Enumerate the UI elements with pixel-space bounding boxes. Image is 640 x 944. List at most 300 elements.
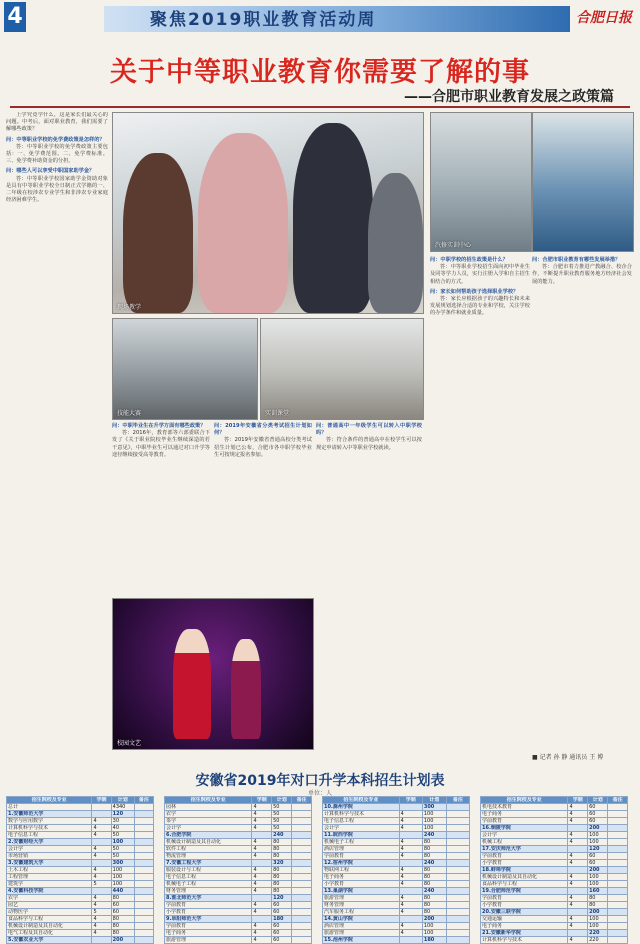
table-cell-plan: 100 <box>111 839 134 846</box>
table-cell-note <box>608 902 628 909</box>
table-cell-years: 4 <box>399 846 422 853</box>
table-cell-name: 11.皖西学院 <box>323 832 400 839</box>
paragraph: 答：中等职业学校国家助学金资助对象是具有中等职业学校全日制正式学籍的一、二年级在校涉农专业学生和非涉农专业家庭经济困难学生。 <box>6 175 108 204</box>
table-cell-years: 4 <box>252 902 272 909</box>
table-cell-name: 小学教育 <box>165 909 252 916</box>
table-cell-plan: 80 <box>272 888 292 895</box>
table-cell-name: 电子商务 <box>323 874 400 881</box>
table-cell-note <box>292 811 312 818</box>
table-school-row <box>481 888 628 895</box>
table-cell-name: 交通运输 <box>481 916 568 923</box>
photo-training-hall <box>532 112 634 252</box>
table-header-cell: 备注 <box>134 797 153 804</box>
table-cell-plan: 100 <box>111 874 134 881</box>
table-title: 安徽省2019年对口升学本科招生计划表 <box>195 773 445 789</box>
table-cell-name: 8.淮北师范大学 <box>165 895 252 902</box>
question-heading: 问：普通高中一年级学生可以转入中职学校吗？ <box>316 423 422 437</box>
table-row <box>165 846 312 853</box>
table-cell-note <box>134 909 153 916</box>
table-cell-years: 4 <box>399 881 422 888</box>
table-cell-note <box>134 937 153 944</box>
table-cell-years: 4 <box>568 804 588 811</box>
table-row <box>7 930 154 937</box>
table-cell-name: 旅游管理 <box>323 930 400 937</box>
table-cell-note <box>446 846 469 853</box>
table-header-cell: 计划 <box>111 797 134 804</box>
admission-table-col-3 <box>322 796 470 944</box>
table-row <box>165 923 312 930</box>
table-row <box>7 874 154 881</box>
table-header-cell: 学制 <box>252 797 272 804</box>
table-row <box>481 811 628 818</box>
table-school-row <box>7 888 154 895</box>
table-cell-plan: 60 <box>272 930 292 937</box>
table-cell-plan: 200 <box>422 916 446 923</box>
table-cell-note <box>292 874 312 881</box>
photo-caption: 技能大赛 <box>117 410 142 417</box>
table-cell-plan: 30 <box>111 818 134 825</box>
table-cell-note <box>134 811 153 818</box>
table-cell-years: 4 <box>92 874 111 881</box>
table-cell-years: 4 <box>568 832 588 839</box>
table-row <box>481 916 628 923</box>
table-row <box>323 839 470 846</box>
table-cell-note <box>292 909 312 916</box>
table-cell-name: 动物医学 <box>7 909 92 916</box>
table-cell-name: 农学 <box>7 895 92 902</box>
table-row <box>165 825 312 832</box>
table-cell-name: 机电技术教育 <box>481 804 568 811</box>
table-cell-name: 旅游管理 <box>323 895 400 902</box>
table-cell-years: 5 <box>92 909 111 916</box>
table-cell-name: 服装设计与工程 <box>165 867 252 874</box>
table-cell-plan: 180 <box>422 937 446 944</box>
table-cell-years: 4 <box>252 937 272 944</box>
section-banner-title: 聚焦2019职业教育活动周 <box>150 10 377 30</box>
table-cell-plan: 120 <box>588 846 608 853</box>
table-cell-plan: 50 <box>272 804 292 811</box>
table-row <box>323 867 470 874</box>
table-cell-name: 园林 <box>165 804 252 811</box>
table-row <box>481 839 628 846</box>
table-cell-years: 4 <box>252 853 272 860</box>
table-cell-plan: 100 <box>422 818 446 825</box>
table-cell-note <box>134 930 153 937</box>
table-cell-note <box>608 881 628 888</box>
paragraph: 答：2019年安徽省普通高校分类考试招生计划已公布，合肥市各中职学校毕业生可按规定报名参加。 <box>214 437 312 458</box>
table-cell-years: 4 <box>399 867 422 874</box>
table-cell-plan: 80 <box>272 839 292 846</box>
table-row <box>323 930 470 937</box>
table-school-row <box>481 846 628 853</box>
table-header-cell: 学制 <box>399 797 422 804</box>
table-cell-name: 物联网工程 <box>323 867 400 874</box>
table-cell-note <box>446 895 469 902</box>
table-row <box>7 846 154 853</box>
table-header-cell: 学制 <box>568 797 588 804</box>
table-cell-plan: 100 <box>588 832 608 839</box>
table-row <box>481 818 628 825</box>
table-cell-name: 会计学 <box>481 832 568 839</box>
table-row <box>7 916 154 923</box>
table-cell-note <box>446 832 469 839</box>
table-cell-note <box>608 853 628 860</box>
table-cell-note <box>608 846 628 853</box>
table-cell-plan: 80 <box>111 895 134 902</box>
table-cell-plan: 100 <box>422 930 446 937</box>
admission-table-col-2 <box>164 796 312 944</box>
table-cell-plan: 60 <box>588 853 608 860</box>
table-cell-plan: 80 <box>422 902 446 909</box>
table-cell-note <box>446 937 469 944</box>
question-heading: 问：中职毕业生在升学方面有哪些政策？ <box>112 423 206 429</box>
table-header-row <box>323 797 470 804</box>
table-row <box>165 902 312 909</box>
table-cell-plan: 60 <box>272 937 292 944</box>
table-cell-plan: 200 <box>588 825 608 832</box>
table-cell-name: 1.安徽师范大学 <box>7 811 92 818</box>
photo-caption: 现场教学 <box>117 304 142 311</box>
admission-table-col-4 <box>480 796 628 944</box>
table-row <box>165 937 312 944</box>
table-school-row <box>323 860 470 867</box>
table-cell-name: 会计学 <box>165 825 252 832</box>
table-cell-note <box>292 881 312 888</box>
table-cell-years <box>252 860 272 867</box>
table-cell-years: 4 <box>399 811 422 818</box>
table-cell-name: 土木工程 <box>7 867 92 874</box>
paragraph: 答：符合条件的普通高中在校学生可以按规定申请转入中等职业学校就读。 <box>316 437 422 451</box>
table-row <box>165 811 312 818</box>
table-cell-plan: 100 <box>588 874 608 881</box>
table-cell-name: 机械电子工程 <box>323 839 400 846</box>
table-school-row <box>7 860 154 867</box>
table-row <box>165 930 312 937</box>
table-cell-plan: 220 <box>588 937 608 944</box>
table-cell-years <box>252 895 272 902</box>
table-cell-years: 4 <box>92 832 111 839</box>
table-cell-name: 数学与应用数学 <box>7 818 92 825</box>
table-cell-years: 4 <box>399 930 422 937</box>
table-header-cell: 招生院校及专业 <box>165 797 252 804</box>
table-cell-years: 4 <box>252 846 272 853</box>
table-row <box>323 902 470 909</box>
table-cell-name: 小学教育 <box>323 881 400 888</box>
table-cell-years: 4 <box>568 860 588 867</box>
table-row <box>323 895 470 902</box>
table-cell-name: 酒店管理 <box>323 923 400 930</box>
table-cell-plan: 80 <box>422 867 446 874</box>
table-cell-plan: 50 <box>111 832 134 839</box>
table-cell-name: 电子信息工程 <box>165 874 252 881</box>
table-cell-name: 汽车服务工程 <box>323 909 400 916</box>
table-header-cell: 学制 <box>92 797 111 804</box>
table-row <box>481 832 628 839</box>
table-cell-years: 4 <box>252 811 272 818</box>
table-cell-name: 会计学 <box>323 825 400 832</box>
article-byline: ■ 记者 孙 静 通讯员 王 博 <box>532 754 604 761</box>
table-cell-plan: 60 <box>272 902 292 909</box>
table-header-row <box>165 797 312 804</box>
table-cell-years: 4 <box>399 818 422 825</box>
table-cell-note <box>134 832 153 839</box>
table-cell-name: 计算机科学与技术 <box>481 937 568 944</box>
table-cell-years: 4 <box>568 902 588 909</box>
table-cell-note <box>292 902 312 909</box>
table-cell-plan: 80 <box>272 874 292 881</box>
table-cell-plan: 100 <box>422 811 446 818</box>
table-cell-name: 20.安徽三联学院 <box>481 909 568 916</box>
table-cell-years: 4 <box>252 818 272 825</box>
table-cell-plan: 50 <box>272 811 292 818</box>
table-cell-plan: 220 <box>588 930 608 937</box>
table-cell-name: 农学 <box>165 811 252 818</box>
table-row <box>165 839 312 846</box>
table-cell-plan: 100 <box>588 916 608 923</box>
table-cell-note <box>292 930 312 937</box>
article-column-4 <box>316 420 422 750</box>
table-cell-plan: 80 <box>272 881 292 888</box>
table-cell-plan: 200 <box>588 867 608 874</box>
table-row <box>481 923 628 930</box>
table-row <box>7 909 154 916</box>
table-header-row <box>7 797 154 804</box>
table-cell-years: 4 <box>92 902 111 909</box>
table-cell-plan: 240 <box>422 888 446 895</box>
table-header-cell: 备注 <box>292 797 312 804</box>
table-cell-name: 建筑学 <box>7 881 92 888</box>
photo-caption: 校园文艺 <box>117 740 142 747</box>
table-cell-plan: 80 <box>422 895 446 902</box>
table-header-row <box>481 797 628 804</box>
table-cell-years: 4 <box>399 839 422 846</box>
paragraph: 上学究竟学什么，这是家长们最关心的问题。中考后，面对职业教育，我们需要了解哪些政策？ <box>6 112 108 133</box>
table-cell-name: 21.安徽新华学院 <box>481 930 568 937</box>
table-cell-name: 学前教育 <box>481 895 568 902</box>
table-cell-note <box>608 916 628 923</box>
table-school-row <box>7 839 154 846</box>
table-cell-plan: 50 <box>111 846 134 853</box>
table-row <box>323 846 470 853</box>
table-cell-note <box>134 867 153 874</box>
table-cell-plan: 60 <box>111 902 134 909</box>
table-cell-plan: 160 <box>588 888 608 895</box>
table-row <box>481 860 628 867</box>
table-cell-plan: 60 <box>588 818 608 825</box>
table-cell-name: 14.黄山学院 <box>323 916 400 923</box>
table-cell-note <box>134 818 153 825</box>
table-cell-name: 学前教育 <box>323 853 400 860</box>
table-cell-note <box>446 923 469 930</box>
table-header-cell: 计划 <box>588 797 608 804</box>
table-row <box>7 804 154 811</box>
table-row <box>165 853 312 860</box>
article-column-6 <box>532 254 632 750</box>
table-cell-note <box>134 881 153 888</box>
table-cell-plan: 80 <box>588 895 608 902</box>
table-cell-name: 13.巢湖学院 <box>323 888 400 895</box>
table-school-row <box>481 930 628 937</box>
table-cell-name: 3.安徽建筑大学 <box>7 860 92 867</box>
table-cell-years <box>399 860 422 867</box>
table-cell-name: 2.安徽财经大学 <box>7 839 92 846</box>
table-cell-name: 小学教育 <box>481 860 568 867</box>
table-row <box>481 895 628 902</box>
table-cell-plan: 80 <box>422 846 446 853</box>
table-cell-name: 电子商务 <box>481 923 568 930</box>
table-row <box>7 902 154 909</box>
table-cell-name: 工程管理 <box>7 874 92 881</box>
table-cell-years <box>568 909 588 916</box>
table-cell-note <box>134 902 153 909</box>
table-cell-name: 学前教育 <box>165 902 252 909</box>
table-row <box>165 818 312 825</box>
table-cell-years: 4 <box>92 923 111 930</box>
table-cell-note <box>134 825 153 832</box>
table-cell-years: 4 <box>568 874 588 881</box>
table-cell-years: 4 <box>92 867 111 874</box>
table-cell-plan: 300 <box>111 860 134 867</box>
table-cell-note <box>134 853 153 860</box>
table-cell-years: 4 <box>252 867 272 874</box>
table-cell-plan: 80 <box>588 902 608 909</box>
table-cell-note <box>292 804 312 811</box>
table-cell-years <box>568 888 588 895</box>
photo-caption: 汽修实训中心 <box>435 242 472 249</box>
table-row <box>481 902 628 909</box>
table-cell-note <box>446 881 469 888</box>
table-cell-name: 市场营销 <box>7 853 92 860</box>
table-cell-years: 4 <box>92 818 111 825</box>
article-subtitle: ——合肥市职业教育发展之政策篇 <box>404 89 614 105</box>
table-cell-name: 6.合肥学院 <box>165 832 252 839</box>
title-divider <box>10 106 630 108</box>
question-heading: 问：合肥市职业教育有哪些发展举措？ <box>532 257 621 263</box>
table-cell-note <box>446 811 469 818</box>
table-cell-years <box>252 916 272 923</box>
table-row <box>481 881 628 888</box>
table-cell-name: 食品科学与工程 <box>481 881 568 888</box>
table-row <box>7 825 154 832</box>
table-cell-years: 4 <box>399 874 422 881</box>
newspaper-logo: 合肥日报 <box>576 10 632 26</box>
table-cell-name: 机械电子工程 <box>165 881 252 888</box>
table-cell-years: 4 <box>568 818 588 825</box>
table-cell-note <box>134 860 153 867</box>
table-cell-note <box>446 909 469 916</box>
paragraph: 答：合肥市着力推进产教融合、校企合作，不断提升职业教育服务地方经济社会发展的能力。 <box>532 264 632 285</box>
table-cell-name: 18.蚌埠学院 <box>481 867 568 874</box>
table-cell-years: 4 <box>399 909 422 916</box>
paragraph: 答：中等职业学校招生面向初中毕业生及同等学力人员，实行注册入学和自主招生相结合的方式。 <box>430 264 530 285</box>
table-cell-note <box>446 867 469 874</box>
table-cell-years: 4 <box>92 853 111 860</box>
table-cell-years: 4 <box>568 937 588 944</box>
table-cell-years: 4 <box>252 874 272 881</box>
table-cell-note <box>608 825 628 832</box>
table-cell-plan: 320 <box>272 860 292 867</box>
table-row <box>165 888 312 895</box>
table-cell-plan: 100 <box>111 867 134 874</box>
table-cell-years <box>399 937 422 944</box>
table-cell-note <box>134 895 153 902</box>
table-cell-plan: 80 <box>422 853 446 860</box>
table-cell-years: 4 <box>568 853 588 860</box>
table-school-row <box>481 867 628 874</box>
table-cell-note <box>446 804 469 811</box>
table-cell-name: 19.合肥师范学院 <box>481 888 568 895</box>
table-cell-years: 4 <box>92 916 111 923</box>
table-cell-plan: 120 <box>111 811 134 818</box>
table-cell-note <box>292 839 312 846</box>
table-cell-years: 4 <box>399 923 422 930</box>
table-cell-note <box>446 825 469 832</box>
table-cell-years <box>568 930 588 937</box>
table-cell-name: 物流管理 <box>165 853 252 860</box>
table-cell-note <box>446 874 469 881</box>
table-cell-note <box>134 888 153 895</box>
table-school-row <box>323 937 470 944</box>
table-header-cell: 计划 <box>272 797 292 804</box>
table-cell-note <box>292 916 312 923</box>
table-cell-name: 16.铜陵学院 <box>481 825 568 832</box>
table-cell-name: 财务管理 <box>323 902 400 909</box>
table-cell-plan: 80 <box>272 846 292 853</box>
table-cell-years: 4 <box>252 825 272 832</box>
table-row <box>481 804 628 811</box>
table-cell-name: 15.池州学院 <box>323 937 400 944</box>
table-row <box>7 895 154 902</box>
table-cell-name: 计算机科学与技术 <box>323 811 400 818</box>
table-cell-plan: 100 <box>422 923 446 930</box>
table-cell-years <box>92 804 111 811</box>
table-row <box>7 832 154 839</box>
table-cell-plan: 80 <box>111 916 134 923</box>
table-cell-years <box>399 916 422 923</box>
table-cell-name: 小学教育 <box>481 902 568 909</box>
table-cell-plan: 200 <box>588 909 608 916</box>
table-cell-plan: 50 <box>272 818 292 825</box>
table-cell-name: 学前教育 <box>481 853 568 860</box>
article-column-3 <box>214 420 312 750</box>
table-cell-years: 4 <box>92 930 111 937</box>
table-cell-years: 4 <box>568 839 588 846</box>
table-row <box>323 881 470 888</box>
table-cell-plan: 100 <box>588 881 608 888</box>
question-heading: 问：哪些人可以享受中职国家助学金？ <box>6 168 95 175</box>
photo-classroom <box>112 112 424 314</box>
table-cell-note <box>608 818 628 825</box>
table-cell-name: 会计学 <box>7 846 92 853</box>
table-cell-note <box>292 923 312 930</box>
article-column-1 <box>6 112 108 732</box>
table-cell-years <box>399 804 422 811</box>
table-cell-note <box>134 839 153 846</box>
paragraph: 答：家长应根据孩子的兴趣特长和未来发展规划选择合适的专业和学校，关注学校的办学条件和就业质量。 <box>430 296 530 317</box>
table-cell-years <box>92 937 111 944</box>
page-header <box>0 0 640 36</box>
table-cell-note <box>292 825 312 832</box>
table-cell-note <box>446 818 469 825</box>
question-heading: 问：中等职业学校的免学费政策是怎样的？ <box>6 136 105 143</box>
table-row <box>165 867 312 874</box>
table-cell-plan: 200 <box>111 937 134 944</box>
table-cell-plan: 300 <box>422 804 446 811</box>
table-cell-plan: 60 <box>588 860 608 867</box>
table-cell-years: 4 <box>252 804 272 811</box>
table-row <box>323 874 470 881</box>
table-header-cell: 招生院校及专业 <box>7 797 92 804</box>
